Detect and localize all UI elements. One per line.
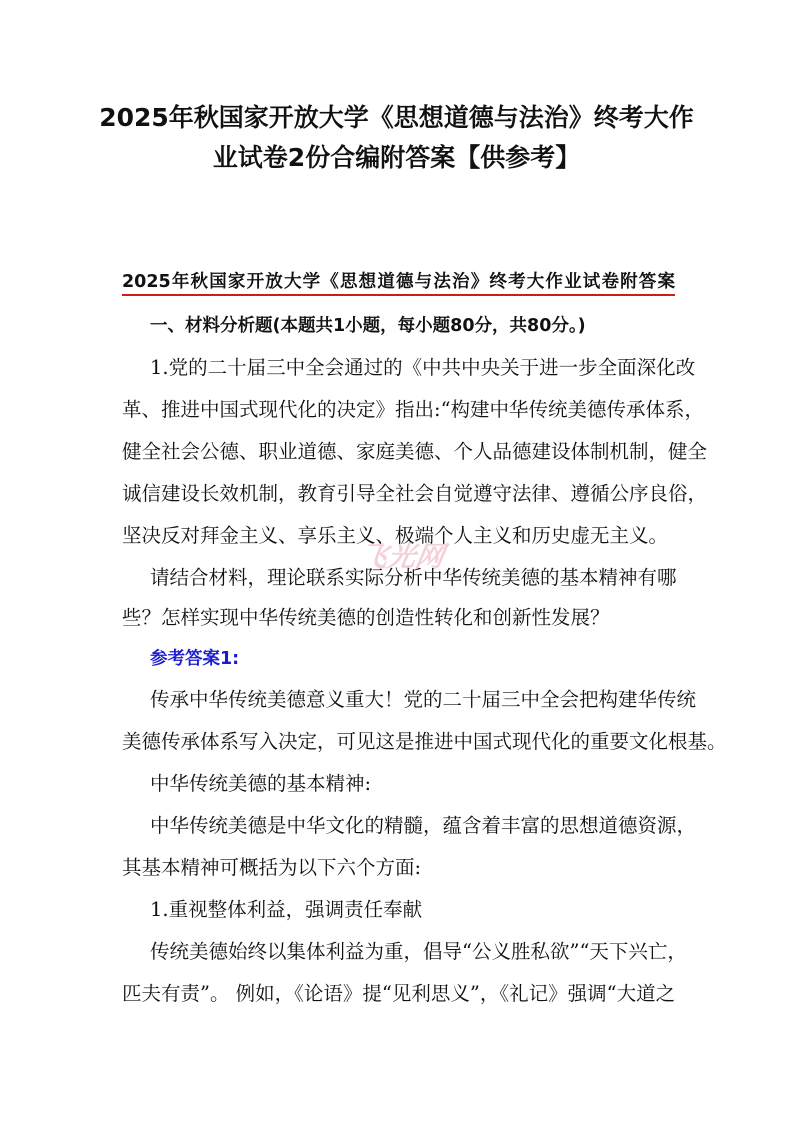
question-line: 些？怎样实现中华传统美德的创造性转化和创新性发展？ xyxy=(122,606,610,629)
watermark-logo: 飞光网 xyxy=(356,540,447,573)
document-title-line-2: 业试卷2份合编附答案【供参考】 xyxy=(212,143,581,172)
question-line: 革、推进中国式现代化的决定》指出:“构建中华传统美德传承体系， xyxy=(122,398,705,421)
question-line: 1.党的二十届三中全会通过的《中共中央关于进一步全面深化改 xyxy=(150,356,696,379)
document-subtitle: 2025年秋国家开放大学《思想道德与法治》终考大作业试卷附答案 xyxy=(122,270,675,296)
answer-line: 传统美德始终以集体利益为重，倡导“公义胜私欲”“天下兴亡， xyxy=(150,940,687,963)
answer-line: 匹夫有责”。 例如，《论语》提“见利思义”，《礼记》强调“大道之 xyxy=(122,982,676,1005)
question-line: 健全社会公德、职业道德、家庭美德、个人品德建设体制机制，健全 xyxy=(122,440,708,463)
answer-line: 美德传承体系写入决定，可见这是推进中国式现代化的重要文化根基。 xyxy=(122,730,727,753)
answer-label: 参考答案1: xyxy=(150,649,240,669)
question-line: 诚信建设长效机制，教育引导全社会自觉遵守法律、遵循公序良俗， xyxy=(122,482,708,505)
answer-line: 中华传统美德是中华文化的精髓，蕴含着丰富的思想道德资源， xyxy=(150,814,697,837)
answer-line: 其基本精神可概括为以下六个方面: xyxy=(122,856,422,879)
section-heading: 一、材料分析题(本题共1小题，每小题80分，共80分。) xyxy=(150,316,586,336)
answer-line: 1.重视整体利益，强调责任奉献 xyxy=(150,898,423,921)
question-line: 请结合材料，理论联系实际分析中华传统美德的基本精神有哪 xyxy=(150,566,677,589)
document-title-line-1: 2025年秋国家开放大学《思想道德与法治》终考大作 xyxy=(99,103,694,132)
answer-line: 传承中华传统美德意义重大！党的二十届三中全会把构建华传统 xyxy=(150,688,697,711)
answer-line: 中华传统美德的基本精神: xyxy=(150,772,372,795)
question-line: 坚决反对拜金主义、享乐主义、极端个人主义和历史虚无主义。 xyxy=(122,524,669,547)
